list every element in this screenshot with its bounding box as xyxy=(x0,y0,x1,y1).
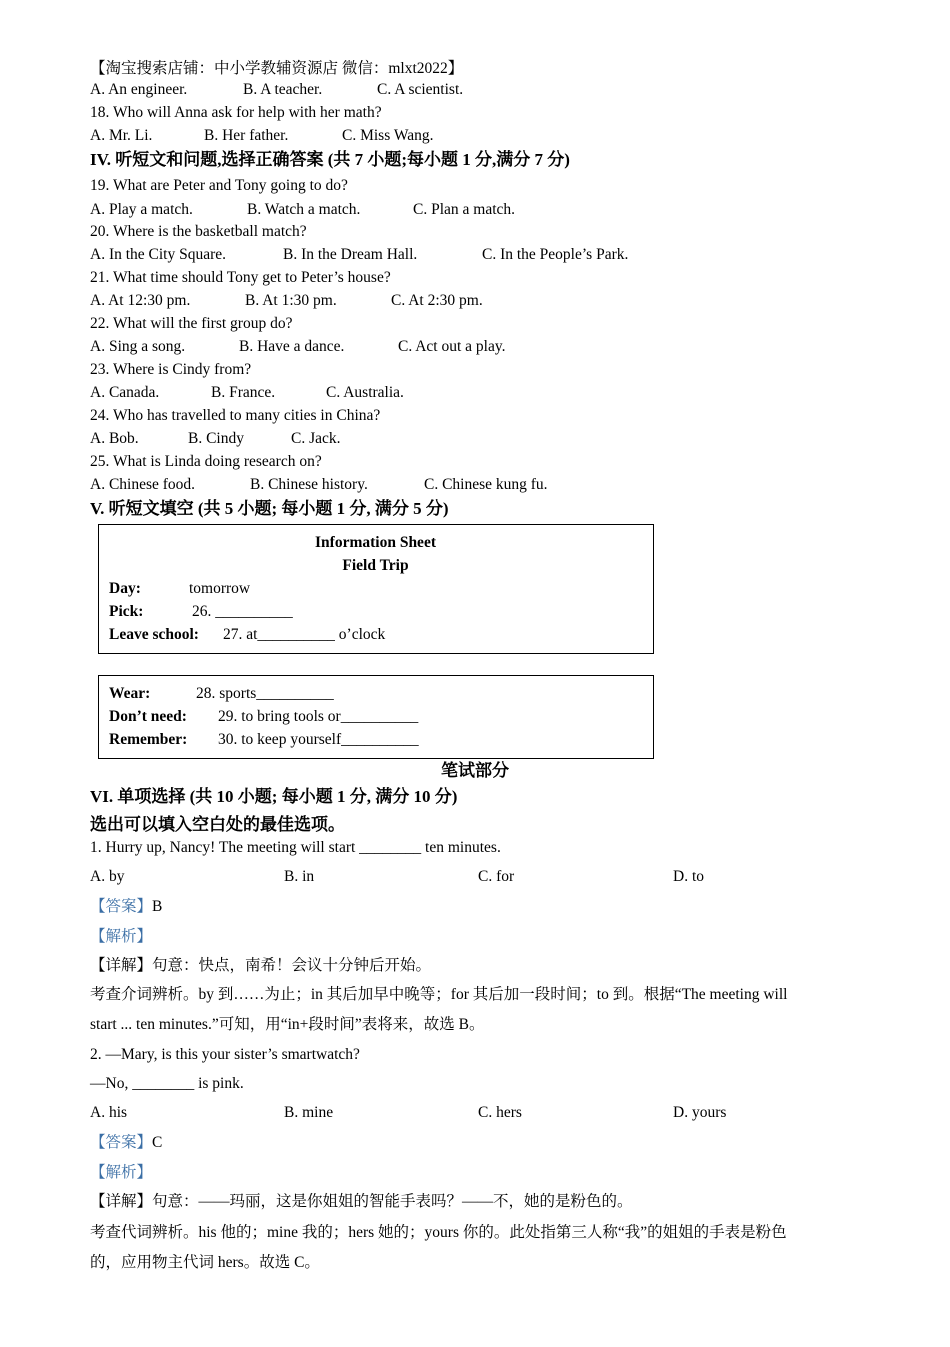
sheet-label-leave: Leave school: xyxy=(109,626,199,643)
section6-title: VI. 单项选择 (共 10 小题; 每小题 1 分, 满分 10 分) xyxy=(90,787,458,806)
q24-option-b: B. Cindy xyxy=(188,430,244,447)
q22-option-a: A. Sing a song. xyxy=(90,338,186,355)
mc1-option-d: D. to xyxy=(673,868,704,885)
mc1-answer xyxy=(90,897,162,917)
mc1-answer-label: 【答案】 xyxy=(90,898,153,915)
q20-option-a: A. In the City Square. xyxy=(90,246,227,263)
sheet-value-day: tomorrow xyxy=(189,580,251,597)
mc2-option-c: C. hers xyxy=(478,1104,522,1121)
q22-option-b: B. Have a dance. xyxy=(239,338,345,355)
q17-option-a: A. An engineer. xyxy=(90,81,188,98)
q23-option-c: C. Australia. xyxy=(326,384,404,401)
q21-option-a: A. At 12:30 pm. xyxy=(90,292,191,309)
q18-option-a: A. Mr. Li. xyxy=(90,127,153,144)
q17-option-c: C. A scientist. xyxy=(377,81,464,98)
mc2-answer-label: 【答案】 xyxy=(90,1134,153,1151)
mc2-detail-line3: 的，应用物主代词 hers。故选 C。 xyxy=(90,1254,320,1271)
q19-option-a: A. Play a match. xyxy=(90,201,193,218)
q25-option-b: B. Chinese history. xyxy=(250,476,368,493)
mc1-answer-value: B xyxy=(152,898,163,915)
q25-question: 25. What is Linda doing research on? xyxy=(90,453,322,470)
mc2-answer xyxy=(90,1133,162,1153)
q20-question: 20. Where is the basketball match? xyxy=(90,223,307,240)
sheet-blank-27: 27. at__________ o’clock xyxy=(223,626,386,643)
q17-option-b: B. A teacher. xyxy=(243,81,323,98)
q21-option-c: C. At 2:30 pm. xyxy=(391,292,483,309)
mc1-option-a: A. by xyxy=(90,868,125,885)
q24-option-c: C. Jack. xyxy=(291,430,341,447)
sheet-label-dont-need: Don’t need: xyxy=(109,708,187,725)
section4-title: IV. 听短文和问题,选择正确答案 (共 7 小题;每小题 1 分,满分 7 分) xyxy=(90,150,570,169)
mc2-option-b: B. mine xyxy=(284,1104,334,1121)
mc1-analysis-label: 【解析】 xyxy=(90,928,153,945)
mc1-option-c: C. for xyxy=(478,868,515,885)
sheet-label-pick: Pick: xyxy=(109,603,144,620)
header-watermark: 【淘宝搜索店铺：中小学教辅资源店 微信：mlxt2022】 xyxy=(90,60,464,77)
q18-question: 18. Who will Anna ask for help with her math? xyxy=(90,104,382,121)
q21-option-b: B. At 1:30 pm. xyxy=(245,292,337,309)
q25-option-c: C. Chinese kung fu. xyxy=(424,476,548,493)
q24-question: 24. Who has travelled to many cities in China? xyxy=(90,407,381,424)
mc2-detail-line1: 【详解】句意：——玛丽，这是你姐姐的智能手表吗？——不，她的是粉色的。 xyxy=(90,1193,633,1210)
mc1-detail-line2: 考查介词辨析。by 到……为止；in 其后加早中晚等；for 其后加一段时间；to 到。根据“The meeting will xyxy=(90,986,788,1003)
written-section-title: 笔试部分 xyxy=(441,761,509,780)
sheet-blank-30: 30. to keep yourself__________ xyxy=(218,731,419,748)
q23-option-a: A. Canada. xyxy=(90,384,160,401)
q19-question: 19. What are Peter and Tony going to do? xyxy=(90,177,348,194)
section6-instruction: 选出可以填入空白处的最佳选项。 xyxy=(90,815,345,834)
sheet-blank-29: 29. to bring tools or__________ xyxy=(218,708,419,725)
q24-option-a: A. Bob. xyxy=(90,430,139,447)
sheet-blank-26: 26. __________ xyxy=(192,603,293,620)
q19-option-b: B. Watch a match. xyxy=(247,201,361,218)
q23-question: 23. Where is Cindy from? xyxy=(90,361,252,378)
q19-option-c: C. Plan a match. xyxy=(413,201,516,218)
mc2-option-a: A. his xyxy=(90,1104,128,1121)
sheet-subtitle: Field Trip xyxy=(342,557,409,574)
mc2-question-line1: 2. —Mary, is this your sister’s smartwatch? xyxy=(90,1046,360,1063)
sheet-blank-28: 28. sports__________ xyxy=(196,685,334,702)
mc2-option-d: D. yours xyxy=(673,1104,727,1121)
q18-option-c: C. Miss Wang. xyxy=(342,127,434,144)
q25-option-a: A. Chinese food. xyxy=(90,476,196,493)
q22-question: 22. What will the first group do? xyxy=(90,315,293,332)
q21-question: 21. What time should Tony get to Peter’s house? xyxy=(90,269,391,286)
q18-option-b: B. Her father. xyxy=(204,127,289,144)
q20-option-c: C. In the People’s Park. xyxy=(482,246,629,263)
sheet-title: Information Sheet xyxy=(315,534,436,551)
section5-title: V. 听短文填空 (共 5 小题; 每小题 1 分, 满分 5 分) xyxy=(90,499,449,518)
mc2-answer-value: C xyxy=(152,1134,163,1151)
info-sheet-box-bottom xyxy=(98,675,654,759)
q20-option-b: B. In the Dream Hall. xyxy=(283,246,418,263)
info-sheet-box-top xyxy=(98,524,654,654)
q23-option-b: B. France. xyxy=(211,384,276,401)
mc1-question: 1. Hurry up, Nancy! The meeting will start ________ ten minutes. xyxy=(90,839,501,856)
mc2-question-line2: —No, ________ is pink. xyxy=(90,1075,244,1092)
mc2-analysis-label: 【解析】 xyxy=(90,1164,153,1181)
sheet-label-day: Day: xyxy=(109,580,141,597)
q22-option-c: C. Act out a play. xyxy=(398,338,506,355)
sheet-label-wear: Wear: xyxy=(109,685,151,702)
mc1-detail-line1: 【详解】句意：快点，南希！会议十分钟后开始。 xyxy=(90,957,432,974)
mc1-option-b: B. in xyxy=(284,868,315,885)
sheet-label-remember: Remember: xyxy=(109,731,188,748)
mc2-detail-line2: 考查代词辨析。his 他的；mine 我的；hers 她的；yours 你的。此处指第三人称“我”的姐姐的手表是粉色 xyxy=(90,1224,787,1241)
mc1-detail-line3: start ... ten minutes.”可知，用“in+段时间”表将来，故选 B。 xyxy=(90,1016,485,1033)
